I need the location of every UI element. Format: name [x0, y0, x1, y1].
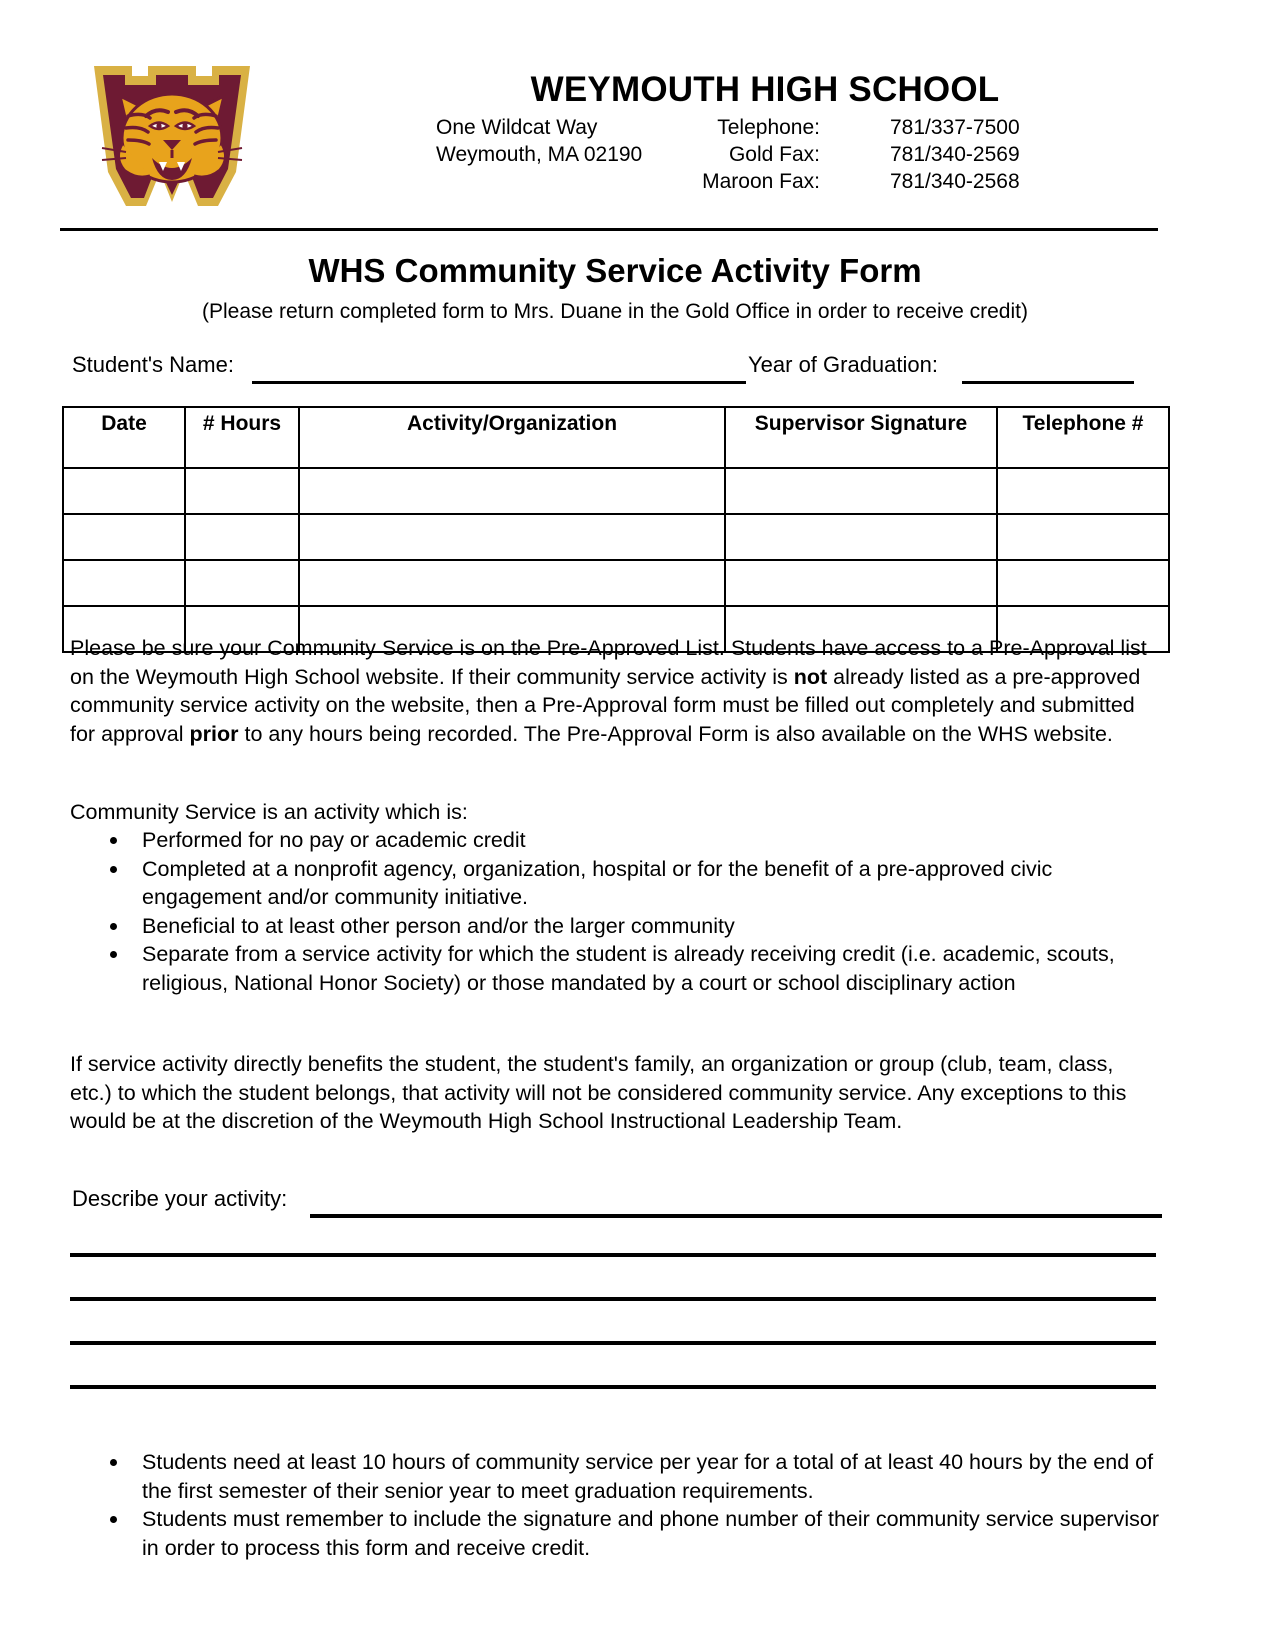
list-item-label: Students need at least 10 hours of community service per year for a total of at least 40 hours by the end of the first semester of their senior year to meet graduation requirements. — [142, 1450, 1154, 1503]
bullet-dot-icon — [110, 923, 117, 930]
page-subtitle: (Please return completed form to Mrs. Duane in the Gold Office in order to receive credit) — [202, 300, 1028, 323]
requirements-bullet-list — [70, 1448, 1160, 1562]
describe-blank-line[interactable] — [70, 1297, 1156, 1301]
cell-date[interactable] — [63, 468, 185, 514]
header-divider — [60, 228, 1158, 231]
column-header-hours: # Hours — [185, 407, 299, 468]
list-item — [70, 940, 1160, 997]
telephone-label: Telephone: — [717, 116, 820, 139]
cell-telephone[interactable] — [997, 514, 1169, 560]
cell-activity[interactable] — [299, 468, 725, 514]
contact-block — [360, 114, 1170, 195]
list-item — [70, 1505, 1160, 1562]
student-name-input[interactable] — [252, 381, 746, 384]
list-item — [70, 826, 1160, 855]
maroon-fax-label: Maroon Fax: — [702, 170, 820, 193]
graduation-year-label: Year of Graduation: — [748, 352, 938, 377]
describe-blank-line[interactable] — [70, 1385, 1156, 1389]
list-item-label: Completed at a nonprofit agency, organization, hospital or for the benefit of a pre-approved civic engagement and/or community initiative. — [142, 856, 1053, 909]
definition-intro: Community Service is an activity which is: — [70, 800, 468, 824]
contact-row — [360, 114, 1170, 141]
contact-row — [360, 168, 1170, 195]
column-header-activity: Activity/Organization — [299, 407, 725, 468]
cell-date[interactable] — [63, 560, 185, 606]
column-header-supervisor: Supervisor Signature — [725, 407, 997, 468]
letterhead — [60, 48, 1170, 224]
bullet-dot-icon — [110, 1516, 117, 1523]
cell-supervisor[interactable] — [725, 560, 997, 606]
table-row — [63, 560, 1169, 606]
cell-hours[interactable] — [185, 468, 299, 514]
list-item-label: Beneficial to at least other person and/or the larger community — [142, 913, 735, 938]
contact-row — [360, 141, 1170, 168]
student-identity-line — [72, 352, 1162, 384]
list-item — [70, 855, 1160, 912]
describe-activity-line — [72, 1186, 1162, 1218]
address-line-1: One Wildcat Way — [436, 116, 598, 139]
school-name: WEYMOUTH HIGH SCHOOL — [530, 70, 1000, 109]
cell-activity[interactable] — [299, 560, 725, 606]
table-row — [63, 514, 1169, 560]
bullet-dot-icon — [110, 866, 117, 873]
cell-date[interactable] — [63, 514, 185, 560]
definition-bullet-list — [70, 826, 1160, 997]
cell-telephone[interactable] — [997, 560, 1169, 606]
describe-blank-line[interactable] — [70, 1341, 1156, 1345]
cell-supervisor[interactable] — [725, 514, 997, 560]
telephone-value: 781/337-7500 — [890, 116, 1020, 139]
cell-hours[interactable] — [185, 514, 299, 560]
activity-table — [62, 406, 1170, 653]
bullet-dot-icon — [110, 837, 117, 844]
benefits-paragraph: If service activity directly benefits the student, the student's family, an organization or group (club, team, class, etc.) to which the student belongs, that activity will not be considered community service. Any exceptions to this would be at the discretion of the Weymouth High School Instructional Leadership Team. — [70, 1052, 1127, 1133]
address-line-2: Weymouth, MA 02190 — [436, 143, 643, 166]
activity-table-head — [63, 407, 1169, 468]
pre-approval-bold-not: not — [793, 664, 828, 689]
pre-approval-bold-prior: prior — [189, 721, 239, 746]
wildcat-w-logo-icon — [86, 52, 258, 220]
pre-approval-part-1: Please be sure your Community Service is on the Pre-Approved List. Students have access to a Pre-Approval list on the Weymouth High School website. If their community service activity is — [70, 636, 1147, 689]
column-header-date: Date — [63, 407, 185, 468]
graduation-year-input[interactable] — [962, 381, 1134, 384]
list-item — [70, 1448, 1160, 1505]
activity-table-body — [63, 468, 1169, 652]
student-name-label: Student's Name: — [72, 352, 234, 377]
pre-approval-paragraph — [70, 634, 1160, 748]
list-item-label: Separate from a service activity for which the student is already receiving credit (i.e. academic, scouts, religious, National Honor Society) or those mandated by a court or school disciplinary action — [142, 942, 1115, 995]
bullet-dot-icon — [110, 1459, 117, 1466]
pre-approval-part-2: already listed as a pre-approved community service activity on the website, then a Pre-Approval form must be filled out completely and submitted for approval — [70, 664, 1141, 746]
maroon-fax-value: 781/340-2568 — [890, 170, 1020, 193]
cell-activity[interactable] — [299, 514, 725, 560]
describe-blank-line[interactable] — [70, 1253, 1156, 1257]
column-header-telephone: Telephone # — [997, 407, 1169, 468]
list-item-label: Performed for no pay or academic credit — [142, 828, 526, 852]
table-row — [63, 468, 1169, 514]
describe-activity-input[interactable] — [310, 1214, 1162, 1218]
list-item-label: Students must remember to include the signature and phone number of their community service supervisor in order to process this form and receive credit. — [142, 1507, 1159, 1560]
cell-supervisor[interactable] — [725, 468, 997, 514]
cell-hours[interactable] — [185, 560, 299, 606]
bullet-dot-icon — [110, 951, 117, 958]
cell-telephone[interactable] — [997, 468, 1169, 514]
describe-activity-label: Describe your activity: — [72, 1186, 288, 1211]
pre-approval-part-3: to any hours being recorded. The Pre-Approval Form is also available on the WHS website. — [238, 721, 1113, 746]
page-title: WHS Community Service Activity Form — [308, 252, 922, 289]
list-item — [70, 912, 1160, 941]
table-header-row — [63, 407, 1169, 468]
gold-fax-label: Gold Fax: — [728, 143, 820, 166]
gold-fax-value: 781/340-2569 — [890, 143, 1020, 166]
